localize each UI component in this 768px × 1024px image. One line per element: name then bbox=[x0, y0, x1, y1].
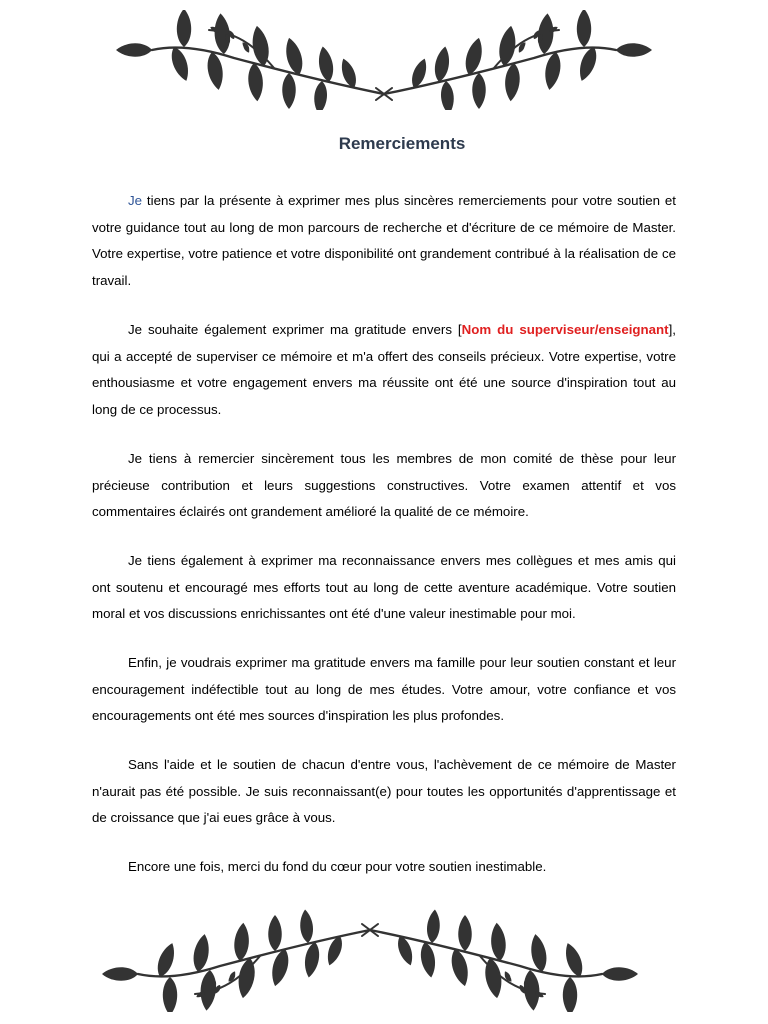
paragraph-4: Je tiens également à exprimer ma reconnaissance envers mes collègues et mes amis qui ont soutenu et encouragé mes efforts tout au long de cette aventure académique. Votre soutien moral et vos discussions enrichissantes ont été d'une valeur inestimable pour moi. bbox=[92, 553, 676, 621]
first-word: Je bbox=[128, 193, 143, 208]
paragraph-5: Enfin, je voudrais exprimer ma gratitude envers ma famille pour leur soutien constant et leur encouragement indéfectible tout au long de mes études. Votre amour, votre confiance et vos encouragements ont été mes sources d'inspiration les plus profondes. bbox=[92, 655, 676, 723]
bottom-laurel-ornament-icon bbox=[0, 908, 768, 1012]
paragraph-2-after: ], qui a accepté de superviser ce mémoire et m'a offert des conseils précieux. Votre expertise, votre enthousiasme et votre engagement envers ma réussite ont été une source d'inspiration tout au long de ce processus. bbox=[92, 322, 676, 417]
paragraph-3: Je tiens à remercier sincèrement tous les membres de mon comité de thèse pour leur précieuse contribution et leurs suggestions constructives. Votre examen attentif et vos commentaires éclairés ont grandement amélioré la qualité de ce mémoire. bbox=[92, 451, 676, 519]
paragraph-2 bbox=[92, 317, 676, 423]
paragraph-1-text: tiens par la présente à exprimer mes plus sincères remerciements pour votre soutien et votre guidance tout au long de mon parcours de recherche et d'écriture de ce mémoire de Master. Votre expertise, votre patience et votre disponibilité ont grandement contribué à la réalisation de ce travail. bbox=[92, 193, 676, 288]
page-title: Remerciements bbox=[338, 134, 466, 153]
paragraph-1 bbox=[92, 188, 676, 294]
paragraph-2-before: Je souhaite également exprimer ma gratitude envers [ bbox=[128, 322, 462, 337]
paragraph-7: Encore une fois, merci du fond du cœur pour votre soutien inestimable. bbox=[128, 859, 547, 874]
paragraph-6: Sans l'aide et le soutien de chacun d'entre vous, l'achèvement de ce mémoire de Master n'aurait pas été possible. Je suis reconnaissant(e) pour toutes les opportunités d'apprentissage et de croissance que j'ai eues grâce à vous. bbox=[92, 757, 676, 825]
supervisor-name-placeholder: Nom du superviseur/enseignant bbox=[461, 322, 669, 337]
top-laurel-ornament-icon bbox=[0, 10, 768, 110]
